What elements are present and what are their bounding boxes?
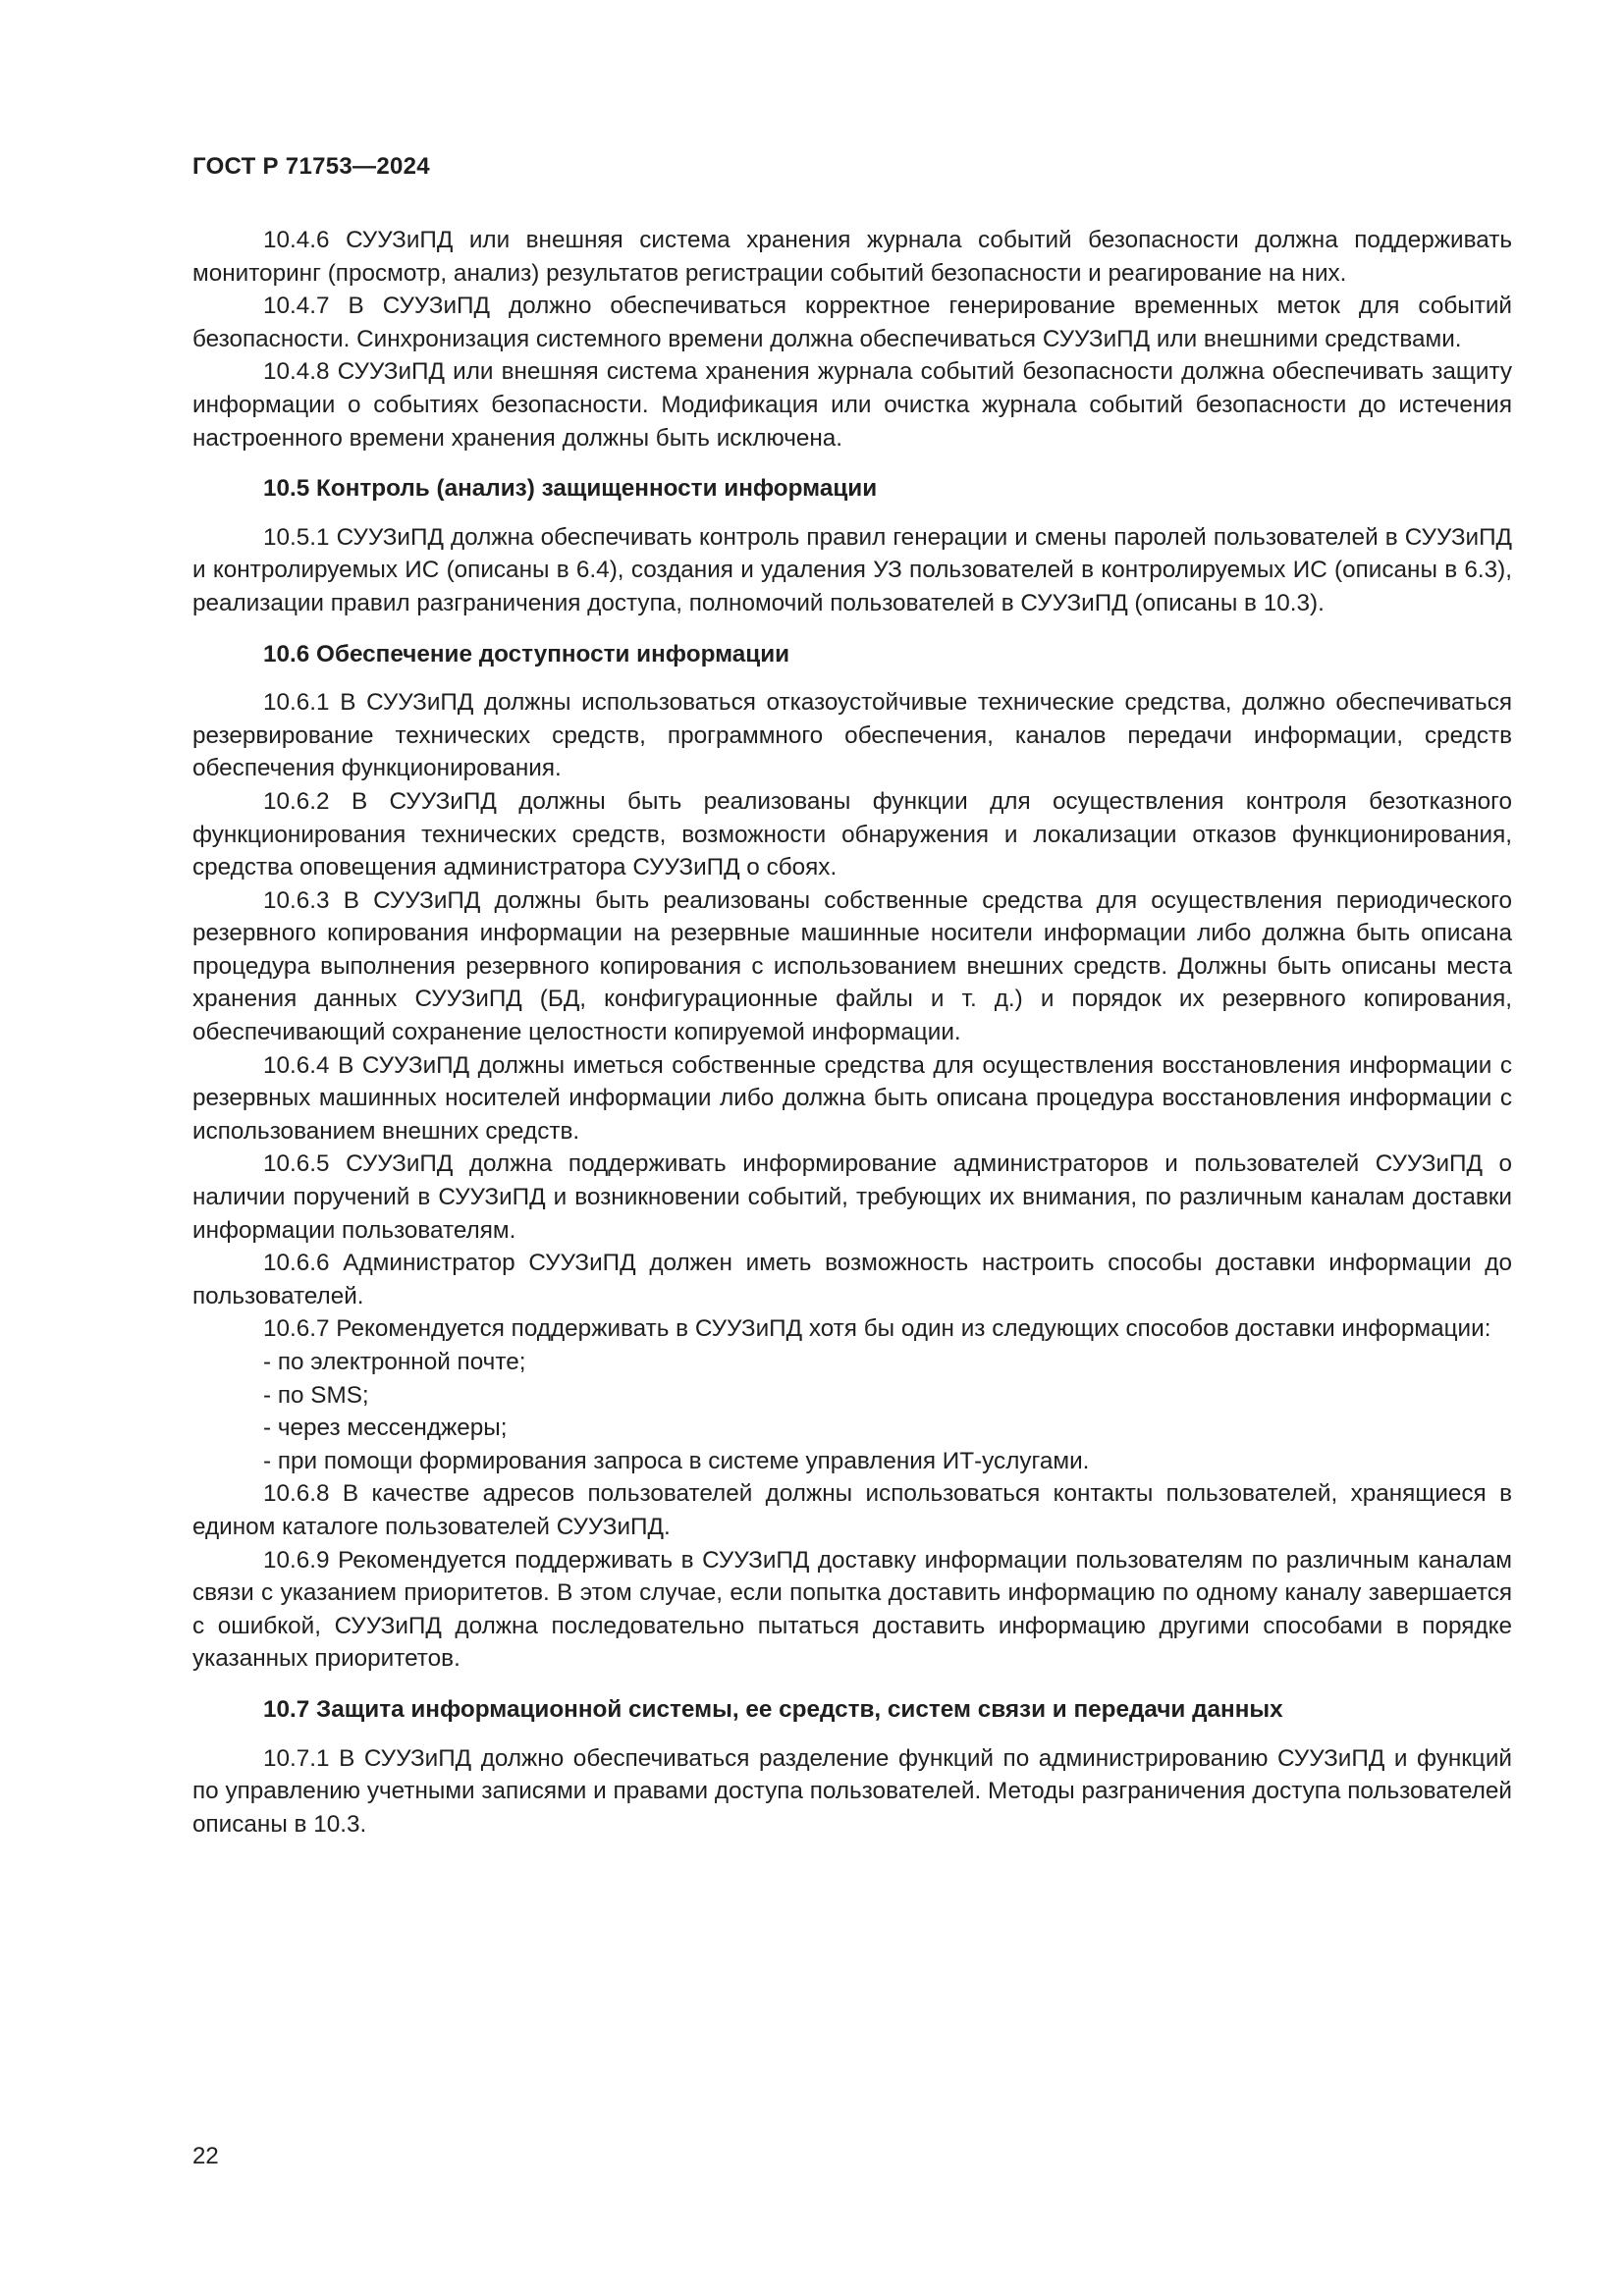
paragraph-10-4-8: 10.4.8 СУУЗиПД или внешняя система хранения журнала событий безопасности должна обеспечивать защиту информации о событиях безопасности. Модификация или очистка журнала событий безопасности до истечения настроенного времени хранения должны быть исключена. — [192, 358, 1512, 452]
list-item-itsm-request: - при помощи формирования запроса в системе управления ИТ-услугами. — [263, 1447, 1090, 1474]
list-item-sms: - по SMS; — [263, 1381, 369, 1409]
section-heading-10-6: 10.6 Обеспечение доступности информации — [263, 640, 790, 667]
paragraph-10-7-1: 10.7.1 В СУУЗиПД должно обеспечиваться разделение функций по администрированию СУУЗиПД и функций по управлению учетными записями и правами доступа пользователей. Методы разграничения доступа пользователей описаны в 10.3. — [192, 1744, 1512, 1838]
list-item-email: - по электронной почте; — [263, 1349, 526, 1375]
paragraph-10-6-1: 10.6.1 В СУУЗиПД должны использоваться отказоустойчивые технические средства, должно обеспечиваться резервирование технических средств, программного обеспечения, каналов передачи информации, средств обеспечения функционирования. — [192, 689, 1512, 782]
section-heading-10-7: 10.7 Защита информационной системы, ее средств, систем связи и передачи данных — [263, 1695, 1283, 1723]
paragraph-10-6-9: 10.6.9 Рекомендуется поддерживать в СУУЗиПД доставку информации пользователям по различным каналам связи с указанием приоритетов. В этом случае, если попытка доставить информацию по одному каналу завершается с ошибкой, СУУЗиПД должна последовательно пытаться доставить информацию другими способами в порядке указанных приоритетов. — [192, 1546, 1512, 1673]
list-item-messengers: - через мессенджеры; — [263, 1415, 508, 1442]
paragraph-10-4-7: 10.4.7 В СУУЗиПД должно обеспечиваться корректное генерирование временных меток для событий безопасности. Синхронизация системного времени должна обеспечиваться СУУЗиПД или внешними средствами. — [192, 293, 1512, 352]
page-number: 22 — [192, 2143, 219, 2169]
paragraph-10-6-4: 10.6.4 В СУУЗиПД должны иметься собственные средства для осуществления восстановления информации с резервных машинных носителей информации либо должна быть описана процедура восстановления информации с использованием внешних средств. — [192, 1051, 1512, 1145]
page-body — [192, 224, 1512, 1841]
paragraph-10-6-3: 10.6.3 В СУУЗиПД должны быть реализованы собственные средства для осуществления периодического резервного копирования информации на резервные машинные носители информации либо должна быть описана процедура выполнения резервного копирования с использованием внешних средств. Должны быть описаны места хранения данных СУУЗиПД (БД, конфигурационные файлы и т. д.) и порядок их резервного копирования, обеспечивающий сохранение целостности копируемой информации. — [192, 886, 1512, 1046]
paragraph-10-6-8: 10.6.8 В качестве адресов пользователей должны использоваться контакты пользователей, хранящиеся в едином каталоге пользователей СУУЗиПД. — [192, 1480, 1512, 1540]
paragraph-10-6-2: 10.6.2 В СУУЗиПД должны быть реализованы функции для осуществления контроля безотказного функционирования технических средств, возможности обнаружения и локализации отказов функционирования, средства оповещения администратора СУУЗиПД о сбоях. — [192, 787, 1512, 881]
paragraph-10-4-6: 10.4.6 СУУЗиПД или внешняя система хранения журнала событий безопасности должна поддерживать мониторинг (просмотр, анализ) результатов регистрации событий безопасности и реагирование на них. — [192, 227, 1512, 287]
paragraph-10-6-5: 10.6.5 СУУЗиПД должна поддерживать информирование администраторов и пользователей СУУЗиПД о наличии поручений в СУУЗиПД и возникновении событий, требующих их внимания, по различным каналам доставки информации пользователям. — [192, 1150, 1512, 1244]
paragraph-10-5-1: 10.5.1 СУУЗиПД должна обеспечивать контроль правил генерации и смены паролей пользователей в СУУЗиПД и контролируемых ИС (описаны в 6.4), создания и удаления УЗ пользователей в контролируемых ИС (описаны в 6.3), реализации правил разграничения доступа, полномочий пользователей в СУУЗиПД (описаны в 10.3). — [192, 523, 1512, 616]
paragraph-10-6-7: 10.6.7 Рекомендуется поддерживать в СУУЗиПД хотя бы один из следующих способов доставки информации: — [263, 1315, 1491, 1343]
standard-header: ГОСТ Р 71753—2024 — [192, 153, 430, 180]
paragraph-10-6-6: 10.6.6 Администратор СУУЗиПД должен иметь возможность настроить способы доставки информации до пользователей. — [192, 1250, 1512, 1309]
section-heading-10-5: 10.5 Контроль (анализ) защищенности информации — [263, 475, 878, 503]
